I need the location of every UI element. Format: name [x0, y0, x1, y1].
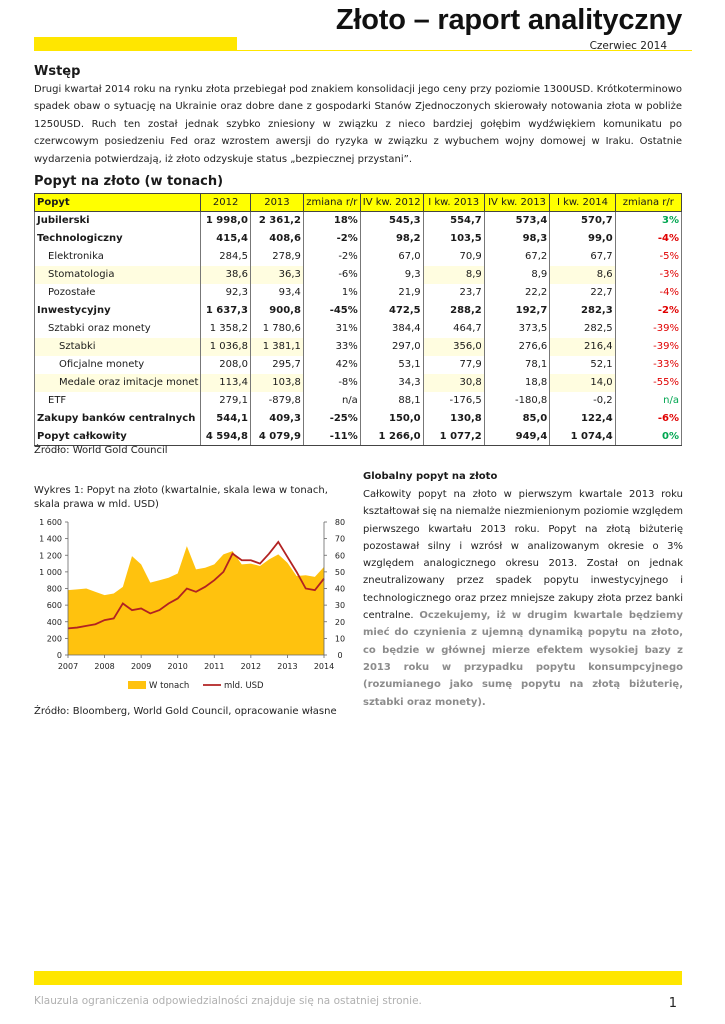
table-cell: -4%	[615, 284, 681, 302]
table-cell: 67,2	[484, 248, 550, 266]
table-cell: n/a	[615, 392, 681, 410]
table-cell: 4 079,9	[250, 428, 303, 446]
table-cell: -33%	[615, 356, 681, 374]
x-tick-label: 2014	[313, 662, 335, 671]
table-cell: 1 381,1	[250, 338, 303, 356]
row-label	[35, 428, 201, 446]
table-cell: 88,1	[360, 392, 423, 410]
table-cell: 8,9	[423, 266, 484, 284]
row-label	[35, 248, 201, 266]
table-cell: 98,3	[484, 230, 550, 248]
table-header-row	[35, 194, 682, 212]
table-cell: -6%	[615, 410, 681, 428]
table-cell: 21,9	[360, 284, 423, 302]
table-cell: 282,3	[550, 302, 615, 320]
table-cell: 22,2	[484, 284, 550, 302]
row-label-text: ETF	[48, 395, 67, 406]
table-row	[35, 230, 682, 248]
table-row	[35, 284, 682, 302]
table-cell: 113,4	[201, 374, 251, 392]
row-label-text: Medale oraz imitacje monet	[59, 377, 199, 388]
table-cell: -180,8	[484, 392, 550, 410]
row-label	[35, 374, 201, 392]
row-label	[35, 410, 201, 428]
table-header-cell: zmiana r/r	[615, 194, 681, 212]
demand-table	[34, 193, 682, 446]
row-label-text: Zakupy banków centralnych	[37, 413, 196, 424]
table-cell: 279,1	[201, 392, 251, 410]
demand-chart	[30, 512, 360, 692]
table-cell: 23,7	[423, 284, 484, 302]
x-tick-label: 2012	[240, 662, 262, 671]
table-cell: 1 077,2	[423, 428, 484, 446]
table-cell: -5%	[615, 248, 681, 266]
table-cell: 472,5	[360, 302, 423, 320]
table-cell: 18%	[303, 212, 360, 230]
table-cell: 2 361,2	[250, 212, 303, 230]
table-cell: -2%	[615, 302, 681, 320]
table-cell: 4 594,8	[201, 428, 251, 446]
table-cell: 1 358,2	[201, 320, 251, 338]
global-demand-paragraph	[363, 486, 683, 711]
global-demand-text: Całkowity popyt na złoto w pierwszym kwartale 2013 roku kształtował się na niemalże niezmienionym poziomie względem pierwszego kwartału 2013 roku. Popyt na złotą biżuterię pozostawał silny i wzrósł w analizowanym okresie o 3% względem analogicznego okresu 2013. Został on jednak zneutralizowany przez spadek popytu inwestycyjnego i technologicznego oraz przez mniejsze zakupy złota przez banki centralne.	[363, 489, 683, 622]
table-cell: 130,8	[423, 410, 484, 428]
table-cell: 288,2	[423, 302, 484, 320]
row-label-text: Jubilerski	[37, 215, 90, 227]
table-cell: -39%	[615, 338, 681, 356]
y-left-tick-label: 1 400	[39, 534, 62, 544]
table-cell: 282,5	[550, 320, 615, 338]
table-cell: 8,9	[484, 266, 550, 284]
table-cell: -3%	[615, 266, 681, 284]
y-right-tick-label: 20	[334, 617, 346, 627]
row-label	[35, 302, 201, 320]
table-cell: 9,3	[360, 266, 423, 284]
table-cell: 284,5	[201, 248, 251, 266]
table-row	[35, 392, 682, 410]
intro-paragraph: Drugi kwartał 2014 roku na rynku złota przebiegał pod znakiem konsolidacji jego ceny przy poziomie 1300USD. Krótkoterminowo spadek obaw o sytuację na Ukrainie oraz dobre dane z gospodarki Stanów Zjednoczonych skierowały notowania złota w pobliże 1250USD. Ruch ten został jednak szybko zniesiony w związku z nieco bardziej gołębim wydźwiękiem komunikatu po czerwcowym posiedzeniu Fed oraz wzrostem awersji do ryzyka w związku z wybuchem wojny domowej w Iraku. Ostatnie wydarzenia potwierdzają, iż złoto odzyskuje status „bezpiecznej przystani”.	[34, 84, 682, 165]
header-accent-bar	[34, 37, 237, 51]
legend-swatch-tons	[128, 681, 146, 689]
table-cell: 34,3	[360, 374, 423, 392]
table-cell: 544,1	[201, 410, 251, 428]
table-cell: 67,7	[550, 248, 615, 266]
table-header-cell: zmiana r/r	[303, 194, 360, 212]
row-label-text: Oficjalne monety	[59, 359, 145, 370]
y-left-tick-label: 400	[46, 617, 62, 627]
page-title: Złoto – raport analityczny	[335, 4, 682, 36]
disclaimer: Klauzula ograniczenia odpowiedzialności znajduje się na ostatniej stronie.	[34, 995, 422, 1007]
table-cell: 384,4	[360, 320, 423, 338]
table-cell: 1 074,4	[550, 428, 615, 446]
table-cell: 30,8	[423, 374, 484, 392]
y-left-tick-label: 1 200	[39, 551, 62, 561]
table-cell: 3%	[615, 212, 681, 230]
table-cell: 150,0	[360, 410, 423, 428]
x-tick-label: 2009	[130, 662, 152, 671]
table-cell: 276,6	[484, 338, 550, 356]
table-cell: 464,7	[423, 320, 484, 338]
table-row	[35, 266, 682, 284]
table-cell: -6%	[303, 266, 360, 284]
y-right-tick-label: 10	[334, 634, 346, 644]
row-label	[35, 212, 201, 230]
table-cell: 415,4	[201, 230, 251, 248]
global-demand-highlight: Oczekujemy, iż w drugim kwartale będziemy mieć do czynienia z ujemną dynamiką popytu na złoto, co będzie w głównej mierze efektem wysokiej bazy z 2013 roku w przypadku popytu konsumpcyjnego (rozumianego jako sumę popytu na złotą biżuterię, sztabki oraz monety).	[363, 610, 683, 708]
table-cell: 216,4	[550, 338, 615, 356]
x-tick-label: 2010	[167, 662, 188, 671]
table-cell: 36,3	[250, 266, 303, 284]
table-cell: -4%	[615, 230, 681, 248]
table-cell: 373,5	[484, 320, 550, 338]
x-tick-label: 2011	[204, 662, 225, 671]
y-right-tick-label: 70	[334, 534, 346, 544]
table-row	[35, 356, 682, 374]
table-cell: 356,0	[423, 338, 484, 356]
y-right-tick-label: 50	[334, 567, 346, 577]
row-label-text: Technologiczny	[37, 233, 123, 244]
table-row	[35, 428, 682, 446]
table-cell: 78,1	[484, 356, 550, 374]
table-cell: 1 780,6	[250, 320, 303, 338]
table-cell: -55%	[615, 374, 681, 392]
y-left-tick-label: 1 600	[39, 518, 62, 527]
y-left-tick-label: 600	[46, 601, 62, 611]
table-cell: 0%	[615, 428, 681, 446]
row-label-text: Sztabki	[59, 341, 96, 352]
table-cell: 208,0	[201, 356, 251, 374]
demand-table-heading: Popyt na złoto (w tonach)	[34, 174, 224, 189]
row-label	[35, 266, 201, 284]
table-cell: 85,0	[484, 410, 550, 428]
table-cell: 1 036,8	[201, 338, 251, 356]
table-cell: 573,4	[484, 212, 550, 230]
table-row	[35, 374, 682, 392]
legend-label-usd: mld. USD	[224, 681, 264, 691]
x-tick-label: 2008	[94, 662, 115, 671]
table-cell: 14,0	[550, 374, 615, 392]
table-cell: 1 998,0	[201, 212, 251, 230]
table-cell: 42%	[303, 356, 360, 374]
table-cell: 297,0	[360, 338, 423, 356]
table-row	[35, 410, 682, 428]
report-date: Czerwiec 2014	[589, 40, 667, 52]
table-cell: 570,7	[550, 212, 615, 230]
table-cell: 900,8	[250, 302, 303, 320]
table-row	[35, 248, 682, 266]
row-label-text: Stomatologia	[48, 269, 115, 280]
x-tick-label: 2007	[57, 662, 79, 671]
y-right-tick-label: 60	[334, 551, 346, 561]
chart-caption: Wykres 1: Popyt na złoto (kwartalnie, skala lewa w tonach, skala prawa w mld. USD)	[34, 485, 328, 510]
row-label	[35, 338, 201, 356]
page-number: 1	[668, 996, 677, 1011]
table-cell: -0,2	[550, 392, 615, 410]
row-label	[35, 284, 201, 302]
table-cell: 1 266,0	[360, 428, 423, 446]
table-row	[35, 302, 682, 320]
y-left-tick-label: 800	[46, 584, 62, 594]
y-right-tick-label: 80	[334, 518, 346, 527]
table-cell: 18,8	[484, 374, 550, 392]
table-cell: 38,6	[201, 266, 251, 284]
row-label-text: Inwestycyjny	[37, 305, 111, 316]
y-left-tick-label: 0	[56, 651, 62, 660]
table-cell: -39%	[615, 320, 681, 338]
table-cell: 67,0	[360, 248, 423, 266]
legend-label-tons: W tonach	[149, 681, 190, 691]
table-cell: -8%	[303, 374, 360, 392]
table-cell: -25%	[303, 410, 360, 428]
global-demand-heading: Globalny popyt na złoto	[363, 471, 498, 482]
table-cell: 99,0	[550, 230, 615, 248]
series-area-tons	[68, 546, 324, 655]
table-cell: 1%	[303, 284, 360, 302]
intro-heading: Wstęp	[34, 64, 81, 79]
table-cell: -176,5	[423, 392, 484, 410]
table-cell: 545,3	[360, 212, 423, 230]
chart-source: Źródło: Bloomberg, World Gold Council, opracowanie własne	[34, 706, 337, 717]
y-right-tick-label: 30	[334, 601, 346, 611]
y-right-tick-label: 0	[337, 651, 343, 660]
table-cell: -2%	[303, 248, 360, 266]
table-row	[35, 212, 682, 230]
row-label	[35, 230, 201, 248]
table-cell: 8,6	[550, 266, 615, 284]
table-cell: 409,3	[250, 410, 303, 428]
row-label-text: Popyt całkowity	[37, 430, 127, 442]
x-tick-label: 2013	[277, 662, 298, 671]
y-left-tick-label: 200	[46, 634, 62, 644]
table-cell: 1 637,3	[201, 302, 251, 320]
footer-accent-bar	[34, 971, 682, 985]
row-label-text: Sztabki oraz monety	[48, 323, 151, 334]
row-label-text: Elektronika	[48, 251, 104, 262]
table-cell: 52,1	[550, 356, 615, 374]
table-row	[35, 320, 682, 338]
table-header-cell: Popyt	[35, 194, 201, 212]
table-cell: 192,7	[484, 302, 550, 320]
table-header-cell: IV kw. 2012	[360, 194, 423, 212]
table-header-cell: I kw. 2014	[550, 194, 615, 212]
y-left-tick-label: 1 000	[39, 567, 62, 577]
table-cell: 31%	[303, 320, 360, 338]
table-row	[35, 338, 682, 356]
table-cell: 92,3	[201, 284, 251, 302]
table-cell: 103,5	[423, 230, 484, 248]
table-cell: 33%	[303, 338, 360, 356]
table-cell: 554,7	[423, 212, 484, 230]
table-cell: 93,4	[250, 284, 303, 302]
table-source: Źródło: World Gold Council	[34, 445, 168, 456]
table-cell: -879,8	[250, 392, 303, 410]
table-header-cell: 2012	[201, 194, 251, 212]
table-header-cell: I kw. 2013	[423, 194, 484, 212]
table-cell: -2%	[303, 230, 360, 248]
table-cell: 408,6	[250, 230, 303, 248]
table-cell: 103,8	[250, 374, 303, 392]
table-cell: n/a	[303, 392, 360, 410]
table-cell: -11%	[303, 428, 360, 446]
table-cell: 77,9	[423, 356, 484, 374]
table-cell: -45%	[303, 302, 360, 320]
row-label-text: Pozostałe	[48, 287, 96, 298]
table-cell: 22,7	[550, 284, 615, 302]
table-header-cell: 2013	[250, 194, 303, 212]
table-cell: 70,9	[423, 248, 484, 266]
row-label	[35, 392, 201, 410]
row-label	[35, 356, 201, 374]
table-header-cell: IV kw. 2013	[484, 194, 550, 212]
table-cell: 122,4	[550, 410, 615, 428]
table-cell: 278,9	[250, 248, 303, 266]
table-cell: 295,7	[250, 356, 303, 374]
table-cell: 53,1	[360, 356, 423, 374]
y-right-tick-label: 40	[334, 584, 346, 594]
table-cell: 98,2	[360, 230, 423, 248]
row-label	[35, 320, 201, 338]
table-cell: 949,4	[484, 428, 550, 446]
